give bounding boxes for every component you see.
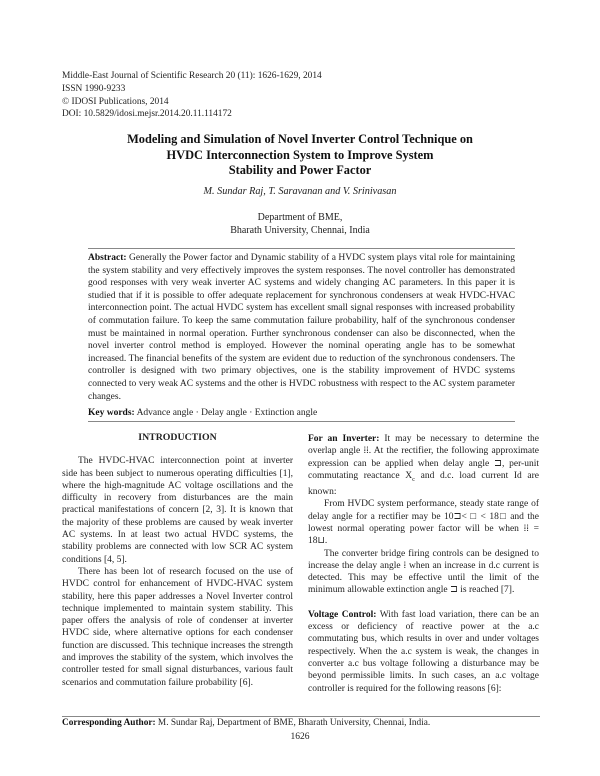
paper-title	[60, 132, 540, 179]
paragraph: The HVDC-HVAC interconnection point at inverter side has been subject to numerous operating difficulties [1], where the high-magnitude AC voltage oscillations and the difficulty in recovery from disturbances are the main practical manifestations of concern [2, 3]. It is known that the majority of these problems are caused by weak inverter AC systems. In at least two actual HVDC systems, the stability problems are connected with low SCR AC system conditions [4, 5].	[62, 456, 293, 565]
affiliation-line: Bharath University, Chennai, India	[230, 225, 370, 236]
paragraph: There has been lot of research focused on the use of HVDC control for enhancement of HVDC-HVAC system stability, here this paper addresses a Novel Inverter control technique implemented to maintain system stability. This paper offers the analysis of role of condenser at inverter HVDC side, where alternative options for each condenser function are discussed. This technique increases the strength and improves the stability of the system, which involves the controller tested for small signal disturbances, various fault scenarios and commutation failure probability [6].	[62, 566, 293, 688]
paragraph-inverter	[308, 433, 539, 498]
title-line: HVDC Interconnection System to Improve System	[166, 147, 434, 162]
paragraph-voltage-control	[308, 609, 539, 695]
affiliation-line: Department of BME,	[257, 212, 343, 223]
title-line: Stability and Power Factor	[228, 163, 372, 177]
voltage-control-text: With fast load variation, there can be an excess or deficiency of reactive power at the a.c commutating bus, which results in over and under voltages respectively. When the a.c system is weak, the changes in converter a.c bus voltage following a disturbance may be beyond permissible limits. In such cases, an a.c voltage controller is required for the following reasons [6]:	[308, 609, 539, 694]
right-column	[308, 433, 539, 695]
left-column	[62, 430, 293, 689]
abstract	[88, 252, 515, 403]
keywords	[88, 408, 317, 418]
keywords-text: Advance angle · Delay angle · Extinction angle	[136, 408, 318, 418]
affiliation	[60, 211, 540, 237]
voltage-control-label: Voltage Control:	[308, 609, 377, 620]
copyright: © IDOSI Publications, 2014	[62, 96, 169, 107]
abstract-text: Generally the Power factor and Dynamic stability of a HVDC system plays vital role for maintaining the system stability and very effectively improves the system responses. The novel controller has demonstrated good responses with very weak inverter AC systems and widely changing AC parameters. In this paper it is studied that if it is possible to offer adequate replacement for synchronous condensers at weak HVDC-HVAC interconnection point. The actual HVDC system has excellent small signal responses with increased probability of commutation failure. To keep the same commutation failure probability, half of the synchronous condenser must be maintained in normal operation. Further synchronous condenser can also be disconnected, when the novel inverter control method is employed. However the nominal operating angle has to be somewhat increased. The financial benefits of the system are evident due to reduction of the synchronous condensers. The controller is designed with two primary objectives, one is the stability improvement of HVDC systems connected to very weak AC systems and the other is HVDC robustness with respect to the AC system parameter changes.	[88, 253, 515, 402]
journal-header	[62, 70, 322, 121]
keywords-label: Key words:	[88, 408, 135, 418]
corresponding-author	[62, 718, 430, 728]
corresponding-author-text: M. Sundar Raj, Department of BME, Bharath University, Chennai, India.	[157, 718, 431, 728]
section-heading-introduction: INTRODUCTION	[138, 432, 217, 443]
divider	[88, 421, 515, 422]
inverter-label: For an Inverter:	[308, 434, 380, 444]
title-line: Modeling and Simulation of Novel Inverter Control Technique on	[127, 132, 473, 146]
authors: M. Sundar Raj, T. Saravanan and V. Srinivasan	[203, 186, 397, 197]
inverter-text: It may be necessary to determine the overlap angle ⁞⁞. At the rectifier, the following approximate expression can be applied when delay angle ⊐, per-unit commutating reactance X	[308, 434, 540, 481]
divider	[88, 248, 515, 249]
corresponding-author-label: Corresponding Author:	[62, 718, 156, 728]
abstract-label: Abstract:	[88, 253, 127, 263]
issn: ISSN 1990-9233	[62, 83, 126, 94]
journal-citation: Middle-East Journal of Scientific Research 20 (11): 1626-1629, 2014	[62, 71, 322, 81]
paragraph: The converter bridge firing controls can be designed to increase the delay angle ⁞ when an increase in d.c current is detected. This may be effective until the limit of the minimum allowable extinction angle ⊐ is reached [7].	[308, 548, 539, 596]
page-number: 1626	[290, 732, 310, 742]
subscript: c	[412, 475, 415, 483]
paragraph: From HVDC system performance, steady state range of delay angle for a rectifier may be 10⊐< □ < 18□ and the lowest normal operating power factor will be when ⁞⁞ = 18⊔.	[308, 499, 539, 547]
footnote-divider	[62, 716, 540, 717]
doi: DOI: 10.5829/idosi.mejsr.2014.20.11.114172	[62, 109, 232, 120]
inverter-text: and d.c. load current Id are known:	[308, 470, 539, 498]
